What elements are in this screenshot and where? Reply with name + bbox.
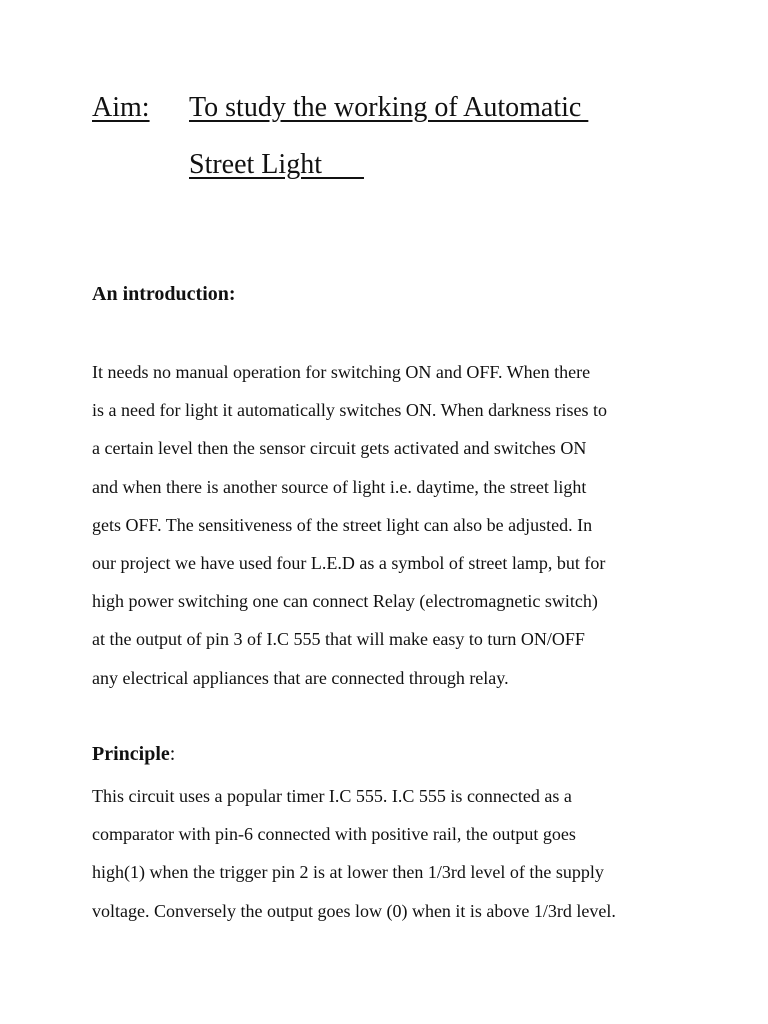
aim-section bbox=[92, 88, 732, 208]
paragraph-line: This circuit uses a popular timer I.C 555. I.C 555 is connected as a bbox=[92, 786, 572, 806]
principle-paragraph bbox=[92, 777, 692, 930]
paragraph-line: any electrical appliances that are connected through relay. bbox=[92, 667, 509, 688]
aim-title-line-2: Street Light bbox=[189, 149, 364, 180]
introduction-paragraph bbox=[92, 353, 692, 697]
paragraph-line: and when there is another source of light i.e. daytime, the street light bbox=[92, 476, 587, 497]
aim-title-line-1: To study the working of Automatic bbox=[189, 92, 589, 123]
paragraph-line: is a need for light it automatically switches ON. When darkness rises to bbox=[92, 400, 608, 421]
introduction-heading: An introduction: bbox=[92, 283, 236, 305]
paragraph-line: high power switching one can connect Relay (electromagnetic switch) bbox=[92, 591, 598, 612]
paragraph-line: a certain level then the sensor circuit gets activated and switches ON bbox=[92, 438, 587, 459]
paragraph-line: high(1) when the trigger pin 2 is at lower then 1/3rd level of the supply bbox=[92, 862, 604, 883]
principle-heading-colon: : bbox=[169, 743, 176, 765]
paragraph-line: at the output of pin 3 of I.C 555 that will make easy to turn ON/OFF bbox=[92, 629, 585, 650]
paragraph-line: It needs no manual operation for switching ON and OFF. When there bbox=[92, 362, 591, 382]
paragraph-line: gets OFF. The sensitiveness of the street light can also be adjusted. In bbox=[92, 514, 593, 535]
principle-heading-text: Principle bbox=[92, 743, 170, 765]
paragraph-line: our project we have used four L.E.D as a symbol of street lamp, but for bbox=[92, 553, 606, 574]
principle-heading bbox=[92, 740, 175, 768]
paragraph-line: comparator with pin-6 connected with positive rail, the output goes bbox=[92, 824, 576, 845]
paragraph-line: voltage. Conversely the output goes low (0) when it is above 1/3rd level. bbox=[92, 900, 616, 921]
aim-label: Aim: bbox=[92, 92, 150, 123]
